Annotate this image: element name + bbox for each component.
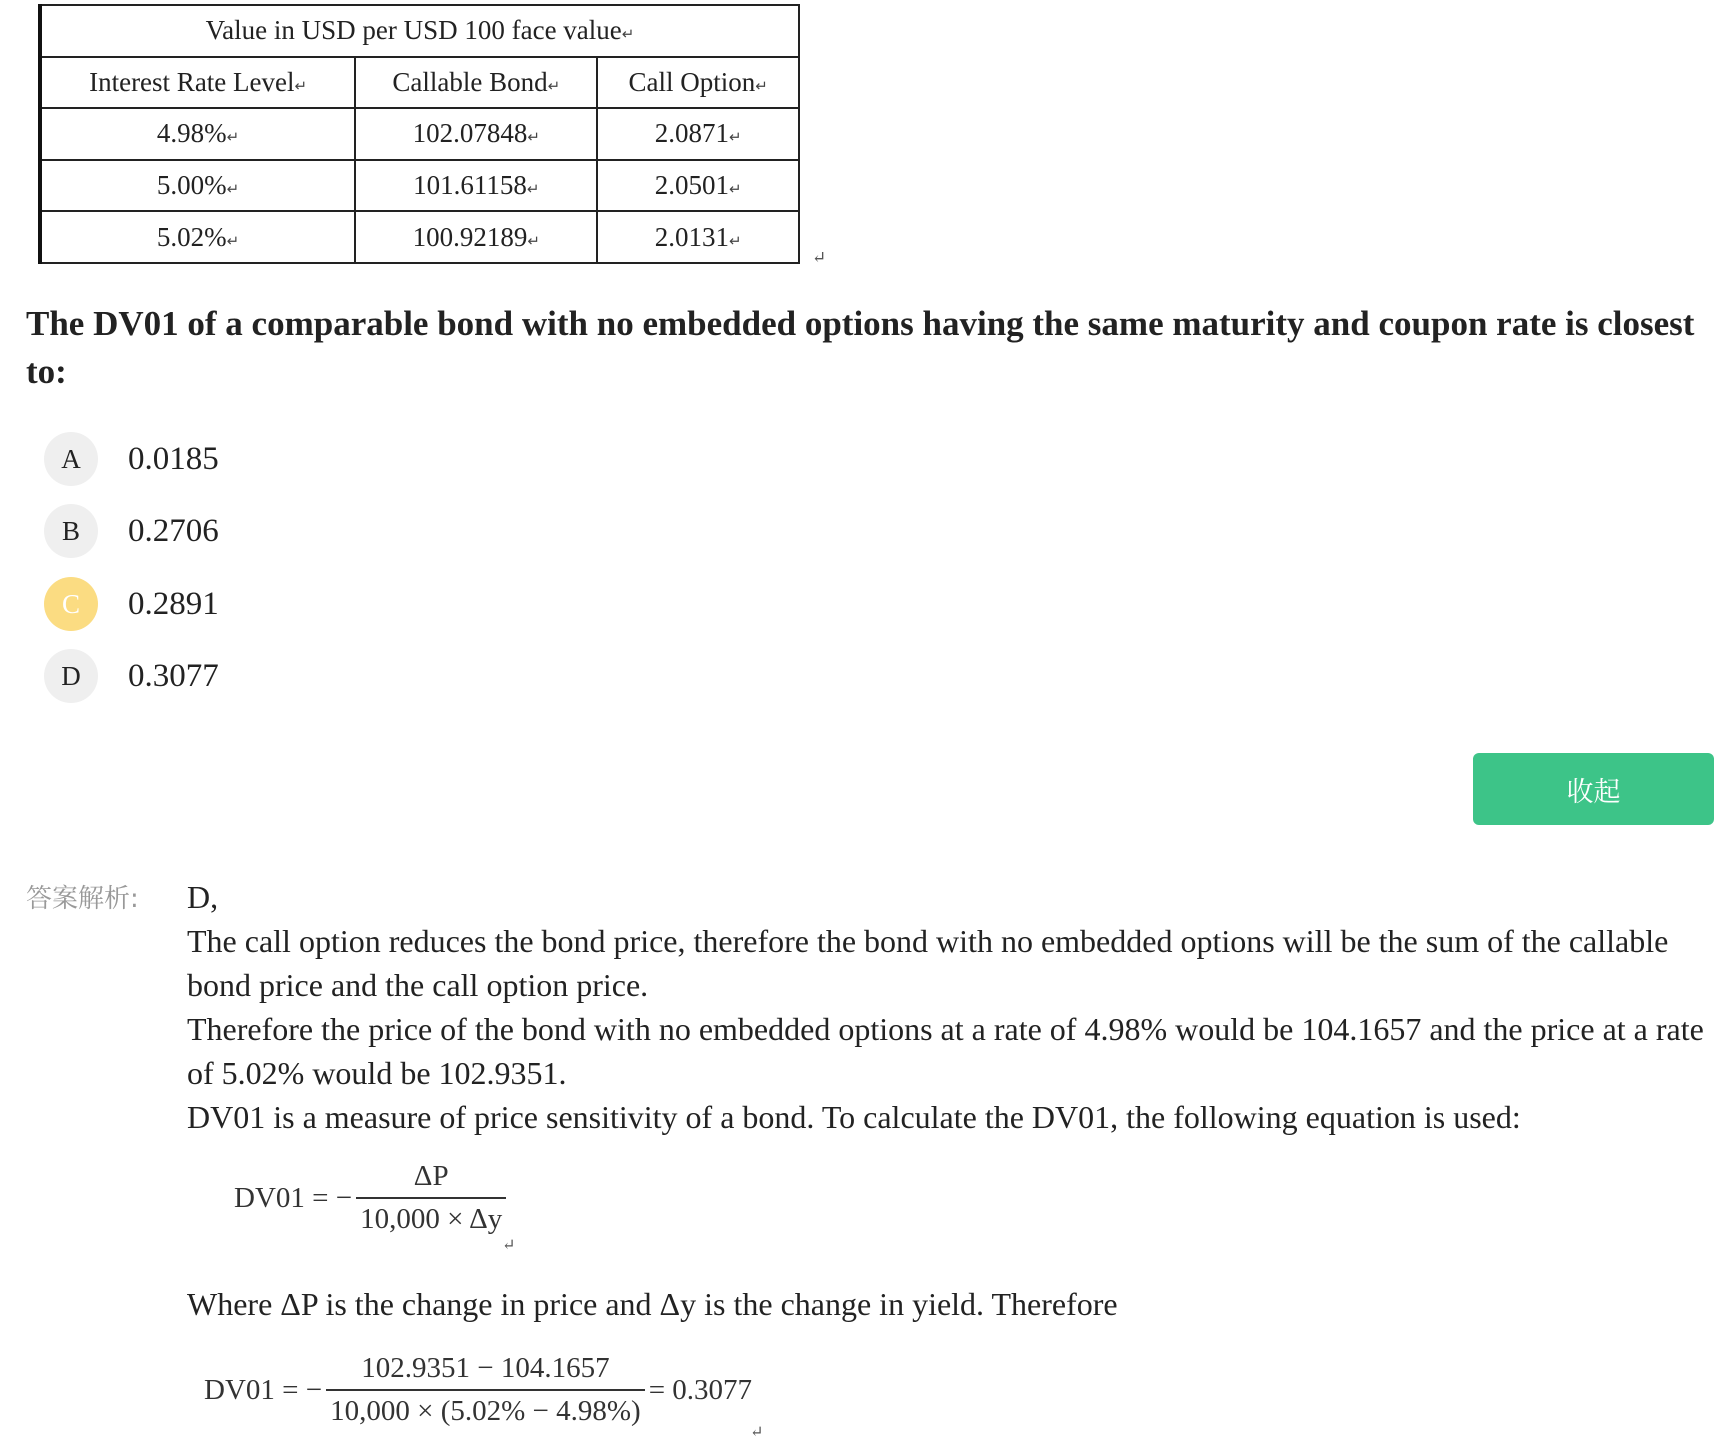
paragraph-mark: ↵	[547, 78, 561, 95]
option-b[interactable]	[44, 504, 444, 558]
return-mark: ↵	[750, 1424, 764, 1441]
analysis-body	[187, 875, 1717, 1139]
option-letter-badge: D	[44, 649, 98, 703]
bond-value-table	[38, 4, 800, 264]
analysis-body-2	[187, 1282, 1717, 1326]
option-text: 0.3077	[128, 657, 219, 694]
option-letter-badge: B	[44, 504, 98, 558]
option-text: 0.0185	[128, 440, 219, 477]
column-header-option: Call Option↵	[597, 57, 799, 109]
table-header-cell	[40, 5, 799, 57]
analysis-paragraph: The call option reduces the bond price, therefore the bond with no embedded options will be the sum of the callable bond price and the call option price.	[187, 923, 1669, 1003]
formula-lhs: DV01 = −	[234, 1181, 353, 1214]
table-cell: 101.61158↵	[355, 160, 597, 212]
table-row	[40, 211, 799, 263]
table-cell: 2.0501↵	[597, 160, 799, 212]
paragraph-mark: ↵	[294, 78, 308, 95]
table-row	[40, 108, 799, 160]
formula-fraction	[356, 1160, 506, 1236]
table-cell: 2.0871↵	[597, 108, 799, 160]
formula-denominator: 10,000 × (5.02% − 4.98%)	[326, 1389, 645, 1428]
option-a[interactable]	[44, 432, 444, 486]
table-row	[40, 160, 799, 212]
option-text: 0.2706	[128, 512, 219, 549]
table-cell: 5.02%↵	[40, 211, 355, 263]
formula-fraction	[326, 1352, 645, 1428]
column-header-callable: Callable Bond↵	[355, 57, 597, 109]
analysis-label: 答案解析:	[26, 884, 139, 914]
table-header: Value in USD per USD 100 face value	[205, 15, 622, 46]
formula-numerator: 102.9351 − 104.1657	[361, 1352, 610, 1384]
return-mark: ↵	[502, 1237, 516, 1254]
table-cell: 4.98%↵	[40, 108, 355, 160]
formula-result: = 0.3077	[648, 1373, 753, 1406]
collapse-button[interactable]: 收起	[1473, 753, 1714, 825]
option-c[interactable]	[44, 577, 444, 631]
option-text: 0.2891	[128, 585, 219, 622]
option-letter-badge-selected: C	[44, 577, 98, 631]
bond-value-table-image	[38, 4, 806, 266]
paragraph-mark: ↵	[621, 27, 635, 44]
formula-denominator: 10,000 × Δy	[356, 1197, 506, 1236]
option-letter-badge: A	[44, 432, 98, 486]
analysis-paragraph: Where ΔP is the change in price and Δy is the change in yield. Therefore	[187, 1286, 1118, 1322]
table-cell: 100.92189↵	[355, 211, 597, 263]
dv01-formula	[234, 1160, 510, 1236]
analysis-answer: D,	[187, 879, 219, 915]
analysis-paragraph: DV01 is a measure of price sensitivity of a bond. To calculate the DV01, the following equation is used:	[187, 1099, 1521, 1135]
table-cell: 102.07848↵	[355, 108, 597, 160]
dv01-calculation	[204, 1352, 752, 1428]
table-cell: 5.00%↵	[40, 160, 355, 212]
analysis-paragraph: Therefore the price of the bond with no embedded options at a rate of 4.98% would be 104.1657 and the price at a rate of 5.02% would be 102.9351.	[187, 1011, 1704, 1091]
question-text: The DV01 of a comparable bond with no embedded options having the same maturity and coupon rate is closest to:	[26, 304, 1695, 391]
formula-numerator: ΔP	[413, 1160, 449, 1192]
table-cell: 2.0131↵	[597, 211, 799, 263]
column-header-rate: Interest Rate Level↵	[40, 57, 355, 109]
formula-lhs: DV01 = −	[204, 1373, 323, 1406]
return-mark: ↵	[812, 248, 827, 267]
option-d[interactable]	[44, 649, 444, 703]
paragraph-mark: ↵	[755, 78, 768, 95]
